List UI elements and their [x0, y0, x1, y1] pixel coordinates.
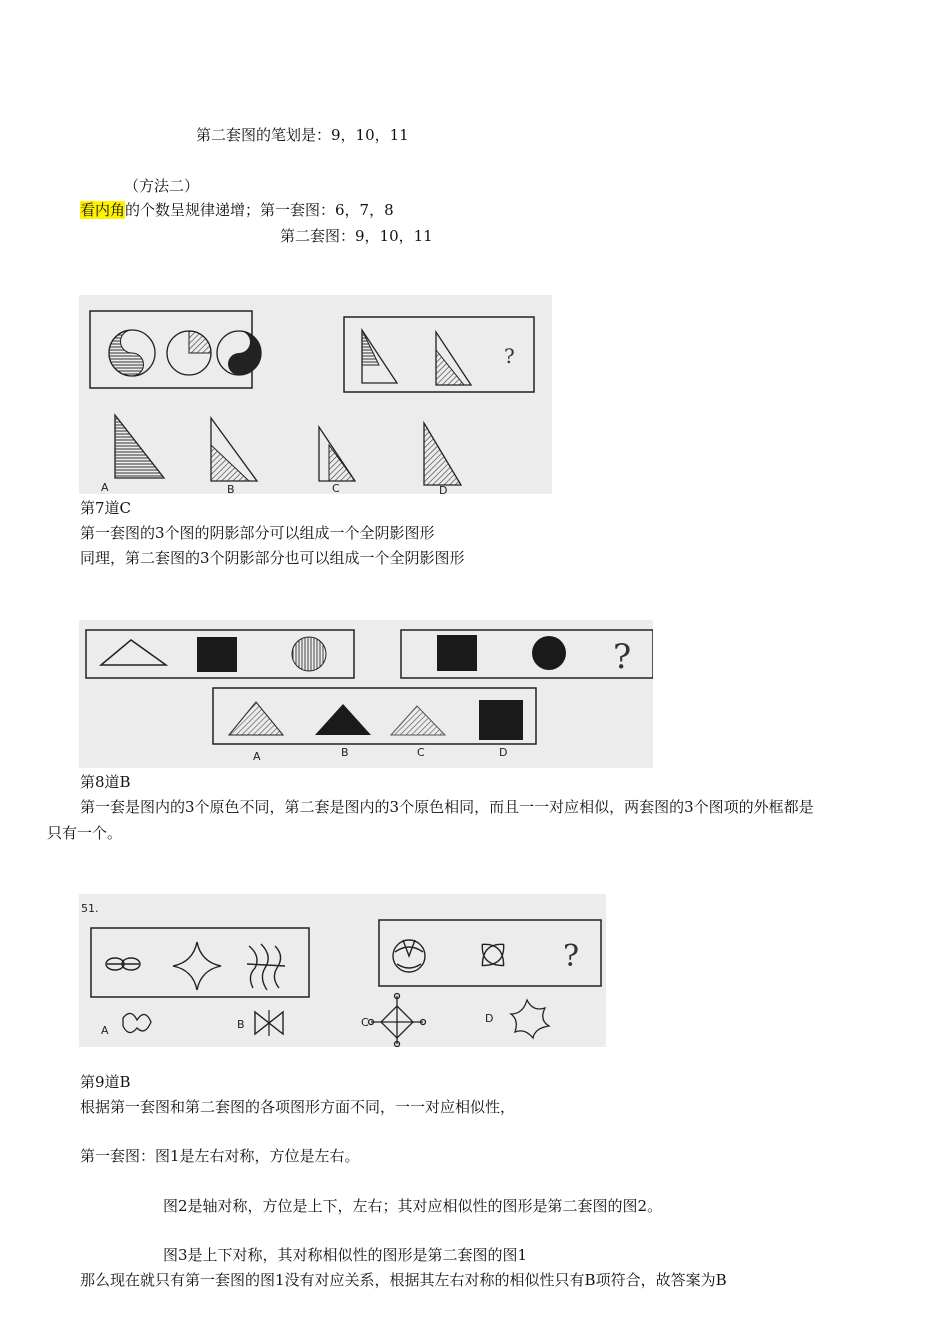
option-a-label: A	[101, 481, 109, 494]
striped-circle	[292, 637, 326, 671]
black-square	[197, 637, 237, 672]
q8-answer: 第8道B	[80, 773, 131, 791]
question-mark: ?	[613, 637, 632, 677]
infinity-shape	[106, 958, 140, 970]
option-d-label: D	[485, 1012, 494, 1025]
q8-explanation-2: 只有一个。	[47, 824, 123, 842]
option-c-label: C	[361, 1016, 369, 1029]
triangle-shape	[101, 640, 166, 665]
option-d-shape	[479, 700, 523, 740]
option-d-label: D	[439, 484, 448, 494]
stroke-count-line: 第二套图的笔划是：9，10，11	[196, 126, 409, 144]
question-mark: ?	[504, 344, 515, 368]
shell-shape	[393, 940, 425, 972]
option-d-label: D	[499, 746, 508, 759]
four-point-star	[173, 942, 221, 990]
option-a-shape	[229, 702, 283, 735]
inner-angle-line-2: 第二套图：9，10，11	[280, 227, 433, 245]
option-a-label: A	[101, 1024, 109, 1037]
option-b-label: B	[237, 1018, 245, 1031]
black-square-2	[437, 635, 477, 671]
q9-explanation-3: 图2是轴对称，方位是上下，左右；其对应相似性的图形是第二套图的图2。	[163, 1197, 663, 1215]
question-8-figure	[79, 620, 653, 768]
option-a-triangle	[115, 415, 164, 478]
option-a-label: A	[253, 750, 261, 763]
circle-shape-2	[167, 331, 211, 375]
option-d-shape	[511, 1000, 549, 1038]
option-d-triangle	[424, 423, 461, 485]
option-c-label: C	[417, 746, 425, 759]
option-c-label: C	[332, 482, 340, 494]
q7-explanation-1: 第一套图的3个图的阴影部分可以组成一个全阴影图形	[80, 524, 435, 542]
method-two-heading: （方法二）	[124, 177, 200, 195]
option-c-shape	[369, 994, 426, 1047]
question-number: 51.	[81, 902, 99, 915]
circle-shape-3	[217, 331, 261, 375]
highlighted-text: 看内角	[80, 201, 126, 219]
q9-explanation-2: 第一套图：图1是左右对称，方位是左右。	[80, 1147, 360, 1165]
option-c-shape	[391, 706, 445, 735]
q8-explanation-1: 第一套是图内的3个原色不同，第二套是图内的3个原色相同，而且一一对应相似，两套图的3个图项的外框都是	[80, 798, 814, 816]
question-mark: ?	[563, 939, 580, 974]
q9-explanation-1: 根据第一套图和第二套图的各项图形方面不同，一一对应相似性，	[80, 1098, 516, 1116]
inner-angle-text: 的个数呈规律递增；第一套图：6，7，8	[125, 201, 394, 219]
option-b-label: B	[227, 483, 235, 494]
question-9-figure	[79, 894, 606, 1047]
circle-shape-1	[109, 330, 155, 376]
question-7-figure	[79, 295, 552, 494]
q7-explanation-2: 同理，第二套图的3个阴影部分也可以组成一个全阴影图形	[80, 549, 465, 567]
q9-answer: 第9道B	[80, 1073, 131, 1091]
q7-answer: 第7道C	[80, 499, 132, 517]
cross-leaf-shape	[477, 939, 510, 972]
option-b-label: B	[341, 746, 349, 759]
inner-angle-line	[80, 200, 394, 220]
option-a-shape	[123, 1013, 151, 1032]
flower-shape	[247, 944, 285, 990]
q9-explanation-5: 那么现在就只有第一套图的图1没有对应关系，根据其左右对称的相似性只有B项符合，故答案为B	[80, 1271, 727, 1289]
black-circle	[532, 636, 566, 670]
option-b-shape	[315, 704, 371, 735]
q9-explanation-4: 图3是上下对称，其对称相似性的图形是第二套图的图1	[163, 1246, 528, 1264]
